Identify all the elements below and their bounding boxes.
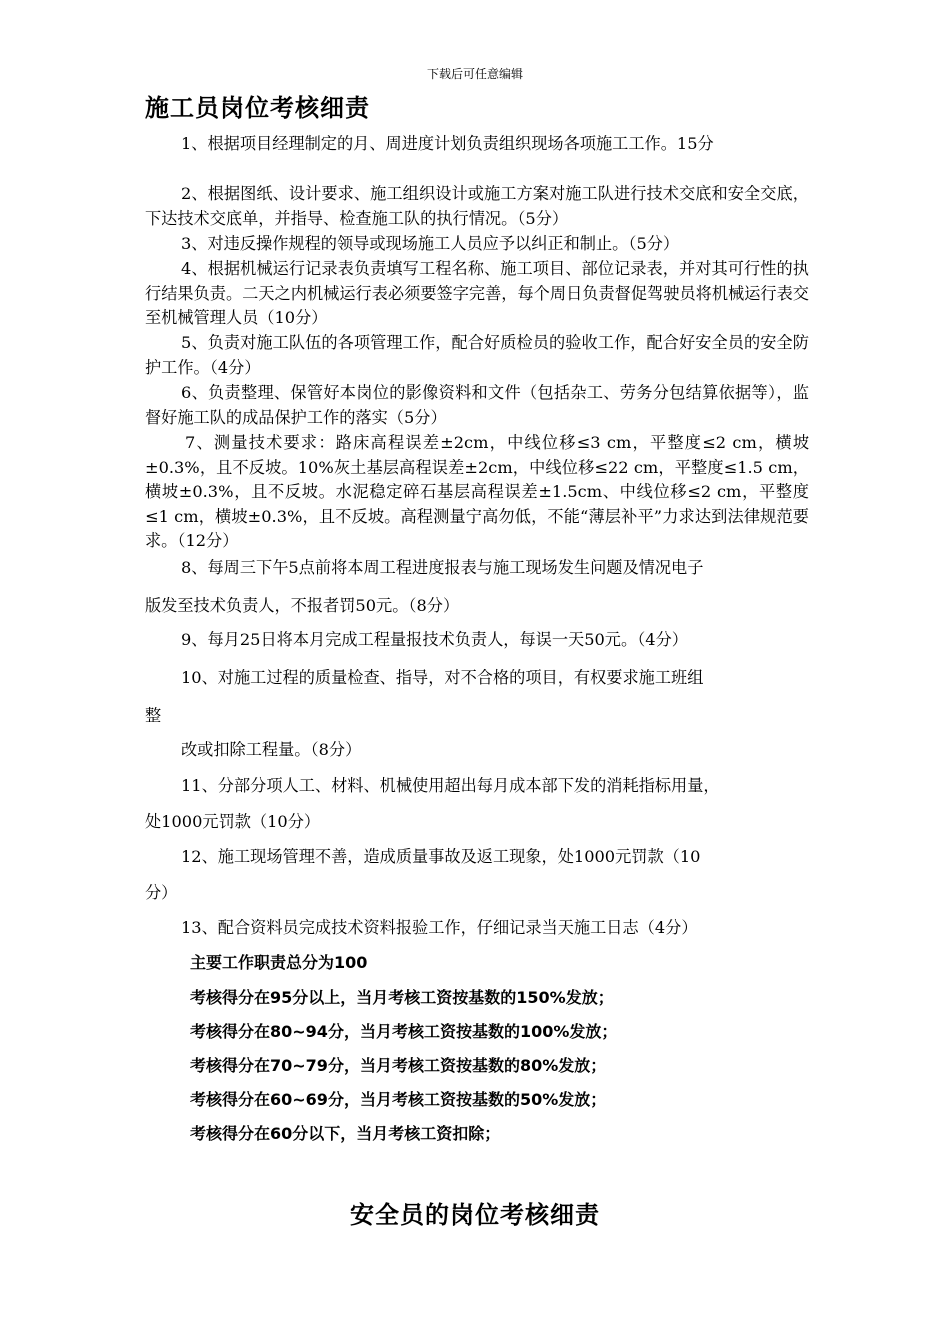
- item-6: [145, 381, 809, 430]
- item-5-text: 5、负责对施工队伍的各项管理工作，配合好质检员的验收工作，配合好安全员的安全防护工作。（4分）: [145, 333, 809, 377]
- item-11-line-1: 11、分部分项人工、材料、机械使用超出每月成本部下发的消耗指标用量，: [181, 776, 720, 795]
- item-2-text: 2、根据图纸、设计要求、施工组织设计或施工方案对施工队进行技术交底和安全交底，下达技术交底单，并指导、检查施工队的执行情况。（5分）: [145, 184, 809, 228]
- item-5: [145, 331, 809, 380]
- item-11-line-2: 处1000元罚款（10分）: [145, 812, 321, 831]
- item-13: 13、配合资料员完成技术资料报验工作，仔细记录当天施工日志（4分）: [181, 918, 698, 937]
- section-title-safety: 安全员的岗位考核细责: [350, 1200, 600, 1229]
- item-4-text: 4、根据机械运行记录表负责填写工程名称、施工项目、部位记录表，并对其可行性的执行结果负责。二天之内机械运行表必须要签字完善，每个周日负责督促驾驶员将机械运行表交至机械管理人员（10分）: [145, 259, 809, 328]
- item-1-text: 1、根据项目经理制定的月、周进度计划负责组织现场各项施工工作。15分: [181, 134, 714, 153]
- summary-level-95: 考核得分在95分以上，当月考核工资按基数的150%发放；: [190, 988, 614, 1007]
- item-7: [145, 431, 809, 554]
- item-10-line-2: 整: [145, 706, 162, 725]
- summary-level-below-60: 考核得分在60分以下，当月考核工资扣除；: [190, 1124, 501, 1143]
- item-6-text: 6、负责整理、保管好本岗位的影像资料和文件（包括杂工、劳务分包结算依据等），监督好施工队的成品保护工作的落实（5分）: [145, 383, 809, 427]
- item-12-line-1: 12、施工现场管理不善，造成质量事故及返工现象，处1000元罚款（10: [181, 847, 701, 866]
- item-7-text: 7、测量技术要求：路床高程误差±2cm，中线位移≤3 cm，平整度≤2 cm，横坡±0.3%，且不反坡。10%灰土基层高程误差±2cm，中线位移≤22 cm，平整度≤1.5 cm，横坡±0.3%，且不反坡。水泥稳定碎石基层高程误差±1.5cm、中线位移≤2 cm，平整度≤1 cm，横坡±0.3%，且不反坡。高程测量宁高勿低，不能“薄层补平”力求达到法律规范要求。（12分）: [145, 433, 810, 551]
- item-8-line-1: 8、每周三下午5点前将本周工程进度报表与施工现场发生问题及情况电子: [181, 558, 704, 577]
- item-4: [145, 257, 809, 331]
- item-8-line-2: 版发至技术负责人，不报者罚50元。（8分）: [145, 596, 460, 615]
- summary-level-70: 考核得分在70~79分，当月考核工资按基数的80%发放；: [190, 1056, 607, 1075]
- item-1: [145, 132, 809, 157]
- header-note: 下载后可任意编辑: [426, 67, 523, 81]
- item-9: 9、每月25日将本月完成工程量报技术负责人，每误一天50元。（4分）: [181, 630, 688, 649]
- section-title-construction: 施工员岗位考核细责: [145, 93, 370, 122]
- summary-level-60: 考核得分在60~69分，当月考核工资按基数的50%发放；: [190, 1090, 607, 1109]
- item-3-text: 3、对违反操作规程的领导或现场施工人员应予以纠正和制止。（5分）: [181, 234, 680, 253]
- item-2: [145, 182, 809, 231]
- item-12-line-2: 分）: [145, 883, 178, 902]
- item-10-line-3: 改或扣除工程量。（8分）: [181, 740, 362, 759]
- item-10-line-1: 10、对施工过程的质量检查、指导，对不合格的项目，有权要求施工班组: [181, 668, 704, 687]
- item-3: [145, 232, 809, 257]
- summary-total: 主要工作职责总分为100: [190, 953, 368, 972]
- summary-level-80: 考核得分在80~94分，当月考核工资按基数的100%发放；: [190, 1022, 618, 1041]
